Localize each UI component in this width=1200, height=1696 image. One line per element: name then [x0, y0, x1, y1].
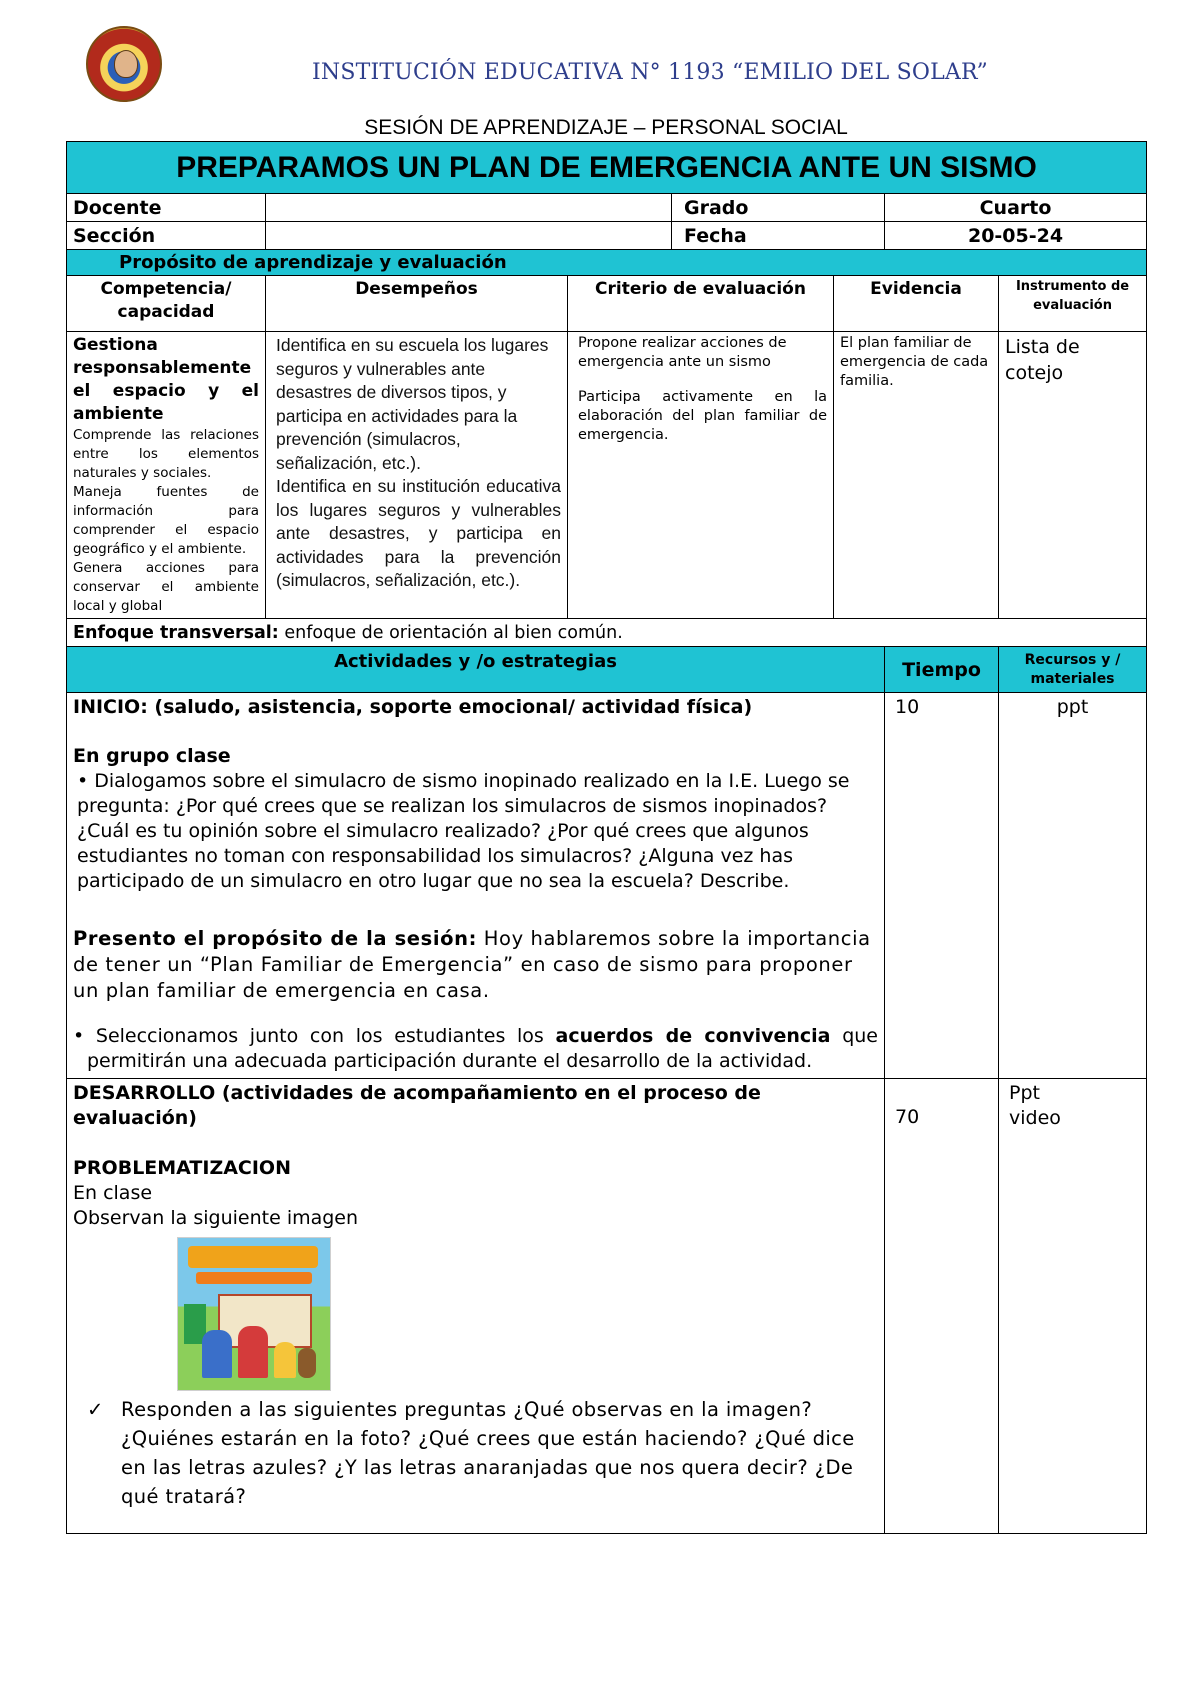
- inicio-heading: INICIO: (saludo, asistencia, soporte emocional/ actividad física): [73, 696, 753, 718]
- seccion-value: [266, 222, 672, 250]
- grado-value: Cuarto: [885, 194, 1147, 222]
- col-evidencia: Evidencia: [834, 276, 999, 332]
- enfoque-row: [67, 619, 1147, 647]
- capacidad-3: Genera acciones para conservar el ambiente local y global: [73, 560, 259, 614]
- desempeno-1: Identifica en su escuela los lugares seguros y vulnerables ante desastres de diversos tipos, y participa en actividades para la prevención (simulacros, señalización, etc.).: [276, 335, 549, 473]
- recurso-ppt: Ppt: [1009, 1082, 1040, 1104]
- session-table: [66, 141, 1147, 1534]
- purpose-header: Propósito de aprendizaje y evaluación: [67, 250, 1147, 276]
- grado-label: Grado: [672, 194, 885, 222]
- criterio-1: Propone realizar acciones de emergencia ante un sismo: [578, 335, 787, 370]
- col-competencia: Competencia/ capacidad: [67, 276, 266, 332]
- docente-value: [266, 194, 672, 222]
- observan-text: Observan la siguiente imagen: [73, 1207, 359, 1229]
- purpose-label: Presento el propósito de la sesión:: [73, 927, 477, 950]
- inicio-tiempo: 10: [885, 693, 999, 1079]
- criterio-cell: [568, 332, 834, 619]
- inicio-cell: [67, 693, 885, 1079]
- en-clase: En clase: [73, 1182, 153, 1204]
- question-2: en las letras azules? ¿Y las letras anaranjadas que nos quera decir? ¿De qué tratará?: [121, 1456, 854, 1508]
- seccion-label: Sección: [67, 222, 266, 250]
- enfoque-value: enfoque de orientación al bien común.: [284, 622, 623, 643]
- fecha-value: 20-05-24: [885, 222, 1147, 250]
- capacidad-2: Maneja fuentes de información para comprender el espacio geográfico y el ambiente.: [73, 484, 259, 557]
- desarrollo-recursos: [999, 1079, 1147, 1534]
- session-title: PREPARAMOS UN PLAN DE EMERGENCIA ANTE UN SISMO: [67, 142, 1147, 194]
- competencia-title: Gestiona responsablemente el espacio y el ambiente: [73, 335, 259, 424]
- check-icon: ✓: [87, 1398, 104, 1421]
- emergency-plan-image: [177, 1237, 331, 1391]
- school-crest-icon: [86, 26, 162, 102]
- capacidad-1: Comprende las relaciones entre los elementos naturales y sociales.: [73, 427, 259, 481]
- question-list: [87, 1395, 878, 1511]
- col-desempenos: Desempeños: [266, 276, 568, 332]
- inicio-recursos: ppt: [999, 693, 1147, 1079]
- evidencia-cell: El plan familiar de emergencia de cada familia.: [834, 332, 999, 619]
- competencia-cell: [67, 332, 266, 619]
- recursos-header: Recursos y / materiales: [999, 647, 1147, 693]
- purpose-text: Hoy hablaremos sobre la importancia de tener un “Plan Familiar de Emergencia” en caso de sismo para proponer un plan familiar de emergencia en casa.: [73, 927, 871, 1002]
- bullet-icon: •: [77, 770, 95, 792]
- session-subtitle: SESIÓN DE APRENDIZAJE – PERSONAL SOCIAL: [364, 116, 848, 139]
- desarrollo-tiempo: 70: [885, 1079, 999, 1534]
- inicio-bullet-1: • Dialogamos sobre el simulacro de sismo inopinado realizado en la I.E. Luego se pregunta: ¿Por qué crees que se realizan los simulacros de sismos inopinados? ¿Cuál es tu opinión sobre el simulacro realizado? ¿Por qué crees que algunos estudiantes no toman con responsabilidad los simulacros? ¿Alguna vez has participado de un simulacro en otro lugar que no sea la escuela? Describe.: [77, 770, 850, 892]
- bullet-icon: •: [73, 1025, 96, 1047]
- question-1: Responden a las siguientes preguntas ¿Qué observas en la imagen? ¿Quiénes estarán en la foto? ¿Qué crees que están haciendo? ¿Qué dice: [121, 1398, 855, 1450]
- recurso-video: video: [1009, 1107, 1061, 1129]
- enfoque-label: Enfoque transversal:: [73, 622, 279, 643]
- docente-label: Docente: [67, 194, 266, 222]
- col-instrumento: Instrumento de evaluación: [999, 276, 1147, 332]
- institution-name: INSTITUCIÓN EDUCATIVA N° 1193 “EMILIO DEL SOLAR”: [312, 60, 988, 85]
- grupo-clase: En grupo clase: [73, 745, 231, 767]
- problematizacion: PROBLEMATIZACION: [73, 1157, 291, 1179]
- criterio-2: Participa activamente en la elaboración del plan familiar de emergencia.: [578, 389, 827, 443]
- desempeno-2: Identifica en su institución educativa los lugares seguros y vulnerables ante desastres, y participa en actividades para la prevención (simulacros, señalización, etc.).: [276, 476, 561, 590]
- inicio-bullet-2: • Seleccionamos junto con los estudiantes los acuerdos de convivencia que permitirán una adecuada participación durante el desarrollo de la actividad.: [73, 1025, 878, 1072]
- fecha-label: Fecha: [672, 222, 885, 250]
- instrumento-cell: Lista de cotejo: [999, 332, 1147, 619]
- col-criterio: Criterio de evaluación: [568, 276, 834, 332]
- activities-header: Actividades y /o estrategias: [67, 647, 885, 693]
- tiempo-header: Tiempo: [885, 647, 999, 693]
- desarrollo-cell: [67, 1079, 885, 1534]
- session-purpose: [73, 926, 878, 1004]
- desempenos-cell: [266, 332, 568, 619]
- desarrollo-heading: DESARROLLO (actividades de acompañamiento en el proceso de evaluación): [73, 1082, 761, 1129]
